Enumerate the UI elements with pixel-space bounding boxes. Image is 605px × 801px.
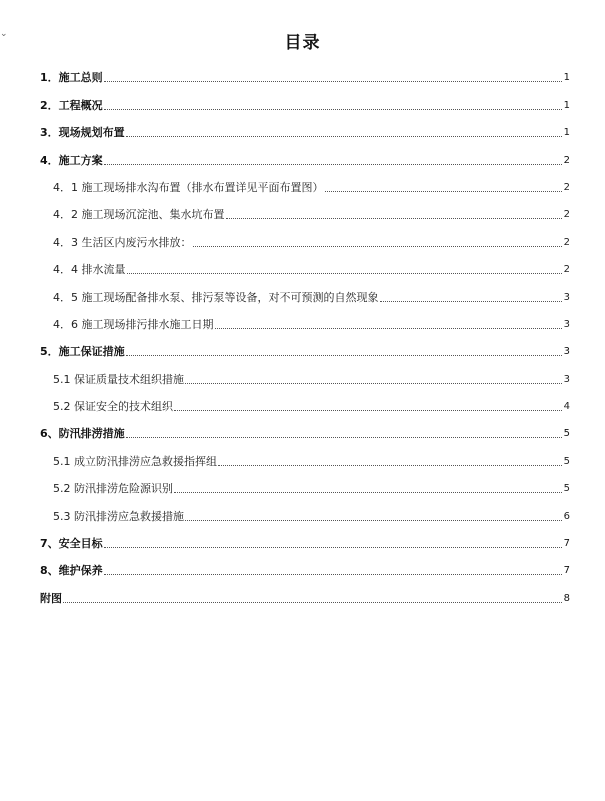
dot-leader	[104, 574, 562, 575]
dot-leader	[126, 355, 562, 356]
toc-entry[interactable]	[40, 113, 570, 140]
dot-leader	[185, 520, 562, 521]
toc-entry-label: 5．施工保证措施	[40, 345, 125, 359]
toc-entry-page: 1	[563, 72, 570, 84]
toc-entry-label: 6、防汛排涝措施	[40, 427, 125, 441]
toc-entry[interactable]	[40, 578, 570, 605]
dot-leader	[104, 81, 562, 82]
toc-entry-page: 6	[563, 510, 570, 522]
dot-leader	[174, 410, 562, 411]
toc-entry-label: 4．2 施工现场沉淀池、集水坑布置	[53, 208, 225, 222]
toc-entry[interactable]	[40, 332, 570, 359]
toc-entry-page: 3	[563, 318, 570, 330]
toc-entry-label: 5.1 保证质量技术组织措施	[53, 372, 184, 386]
toc-entry[interactable]	[40, 250, 570, 277]
toc-entry[interactable]	[40, 524, 570, 551]
toc-entry-page: 2	[563, 154, 570, 166]
toc-entry[interactable]	[40, 469, 570, 496]
dot-leader	[63, 602, 562, 603]
dot-leader	[104, 109, 562, 110]
toc-entry-label: 5.3 防汛排涝应急救援措施	[53, 509, 184, 523]
dot-leader	[380, 301, 563, 302]
toc-entry-label: 8、维护保养	[40, 564, 103, 578]
toc-entry[interactable]	[40, 140, 570, 167]
dot-leader	[218, 465, 562, 466]
toc-entry-page: 1	[563, 99, 570, 111]
toc-entry-label: 7、安全目标	[40, 537, 103, 551]
toc-entry-label: 2．工程概况	[40, 98, 103, 112]
toc-entry-label: 3．现场规划布置	[40, 126, 125, 140]
toc-entry-page: 7	[563, 538, 570, 550]
toc-entry-page: 5	[563, 455, 570, 467]
toc-entry[interactable]	[40, 441, 570, 468]
dot-leader	[174, 492, 562, 493]
toc-entry-label: 4．3 生活区内废污水排放：	[53, 235, 192, 249]
toc-entry-page: 4	[563, 401, 570, 413]
dot-leader	[193, 246, 563, 247]
toc-entry-page: 1	[563, 127, 570, 139]
toc-entry[interactable]	[40, 359, 570, 386]
toc-entry-page: 2	[563, 264, 570, 276]
toc-entry-page: 7	[563, 565, 570, 577]
dot-leader	[126, 136, 562, 137]
toc-entry[interactable]	[40, 305, 570, 332]
toc-entry-page: 5	[563, 428, 570, 440]
toc-entry-page: 5	[563, 483, 570, 495]
toc-entry[interactable]	[40, 58, 570, 85]
toc-entry[interactable]	[40, 168, 570, 195]
toc-entry-label: 4．6 施工现场排污排水施工日期	[53, 317, 214, 331]
toc-entry[interactable]	[40, 551, 570, 578]
dot-leader	[215, 328, 563, 329]
toc-entry[interactable]	[40, 496, 570, 523]
dot-leader	[185, 383, 562, 384]
toc-entry-page: 2	[563, 181, 570, 193]
toc-entry-label: 4．4 排水流量	[53, 263, 126, 277]
toc-entry-label: 4．1 施工现场排水沟布置（排水布置详见平面布置图）	[53, 180, 324, 194]
toc-entry-page: 2	[563, 209, 570, 221]
corner-mark: ⌄	[0, 29, 8, 39]
dot-leader	[325, 191, 563, 192]
toc-entry-label: 附图	[40, 591, 62, 605]
page-title: 目录	[284, 33, 321, 53]
toc-entry[interactable]	[40, 222, 570, 249]
toc-entry-page: 3	[563, 373, 570, 385]
toc-entry[interactable]	[40, 85, 570, 112]
dot-leader	[226, 218, 563, 219]
toc-entry[interactable]	[40, 387, 570, 414]
toc-entry-label: 4．施工方案	[40, 153, 103, 167]
toc-entry-page: 3	[563, 346, 570, 358]
toc-entry-page: 3	[563, 291, 570, 303]
toc-entry-page: 2	[563, 236, 570, 248]
toc-entry[interactable]	[40, 195, 570, 222]
toc-entry-label: 5.1 成立防汛排涝应急救援指挥组	[53, 454, 217, 468]
dot-leader	[126, 437, 562, 438]
dot-leader	[104, 547, 562, 548]
toc-entry-label: 4．5 施工现场配备排水泵、排污泵等设备，对不可预测的自然现象	[53, 290, 379, 304]
dot-leader	[127, 273, 563, 274]
toc-entry[interactable]	[40, 414, 570, 441]
dot-leader	[104, 164, 562, 165]
toc-entry-label: 1．施工总则	[40, 71, 103, 85]
toc-entry-label: 5.2 防汛排涝危险源识别	[53, 482, 173, 496]
toc-entry[interactable]	[40, 277, 570, 304]
toc-entry-label: 5.2 保证安全的技术组织	[53, 400, 173, 414]
toc-entry-page: 8	[563, 592, 570, 604]
table-of-contents	[40, 58, 570, 606]
